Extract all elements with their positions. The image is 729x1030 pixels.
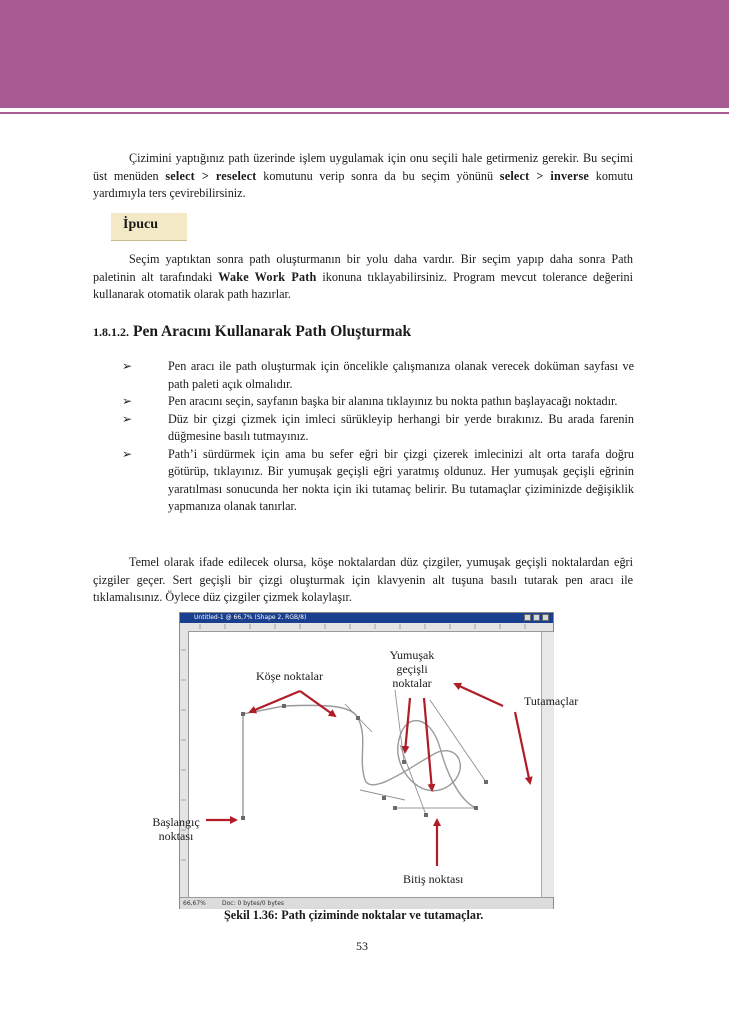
arrow-bullet-icon: ➢ (122, 359, 133, 373)
status-zoom: 66,67% (183, 900, 206, 907)
ruler-ticks (181, 624, 525, 860)
command-wake-work-path: Wake Work Path (218, 269, 317, 284)
section-title: Pen Aracını Kullanarak Path Oluşturmak (133, 323, 412, 340)
arrow-corner-right (300, 691, 335, 716)
figure-caption: Şekil 1.36: Path çiziminde noktalar ve tutamaçlar. (224, 908, 484, 922)
command-reselect: select > reselect (165, 168, 257, 183)
paragraph-summary: Temel olarak ifade edilecek olursa, köşe noktalardan düz çizgiler, yumuşak geçişli noktalardan eğri çizgiler geçer. Sert geçişli bir çizgi oluşturmak için klavyenin alt tuşuna basılı tutarak pen aracı ile tıklamalısınız. Öylece düz çizgiler çizmek kolaylaşır. (93, 555, 633, 604)
handles (345, 690, 486, 815)
arrow-handle-1 (455, 684, 503, 706)
list-item: ➢ Path’i sürdürmek için ama bu sefer eğri bir çizgi çizerek imlecinizi alt orta tarafa doğru götürüp, tıklayınız. Bir yumuşak geçişli eğri yaratmış oldunuz. Her yumuşak geçişli eğrinin yaratılması sonucunda her nokta için iki tutamaç belirir. Bu tutamaçlar çiziminizde değişiklik yapmanıza olanak tanırlar. (122, 446, 634, 513)
window-title: Untitled-1 @ 66,7% (Shape 2, RGB/8) (194, 614, 307, 621)
label-start-point: Başlangıç noktası (152, 815, 200, 843)
label-smooth-points: Yumuşak geçişli noktalar (389, 648, 435, 690)
list-item: ➢ Düz bir çizgi çizmek için imleci sürükleyip herhangi bir yerde bırakınız. Bu arada farenin düğmesine basılı tutmayınız. (122, 411, 634, 443)
paragraph-tip: Seçim yaptıktan sonra path oluşturmanın bir yolu daha vardır. Bir seçim yapıp daha sonra Path paletinin alt tarafındaki Wake Work Path ikonuna tıklayabilirsiniz. Program mevcut tolerance değerini kullanarak otomatik olarak path hazırlar. (93, 252, 633, 301)
list-item: ➢ Pen aracını seçin, sayfanın başka bir alanına tıklayınız bu nokta pathın başlayacağı noktadır. (122, 393, 634, 411)
tip-label: İpucu (123, 217, 159, 232)
arrow-corner-left (250, 691, 300, 712)
label-corner-points: Köşe noktalar (256, 669, 323, 683)
label-end-point: Bitiş noktası (403, 872, 464, 886)
arrow-bullet-icon: ➢ (122, 394, 133, 408)
anchor-points (241, 704, 488, 820)
arrow-bullet-icon: ➢ (122, 446, 133, 461)
drawn-path (243, 705, 476, 818)
page-number: 53 (356, 939, 368, 953)
section-number: 1.8.1.2. (93, 325, 129, 339)
arrow-bullet-icon: ➢ (122, 411, 133, 426)
paragraph-selection: Çizimini yaptığınız path üzerinde işlem uygulamak için onu seçili hale getirmeniz gerekir. Bu seçimi üst menüden select > reselect komutunu verip sonra da bu seçim yönünü select > inverse komutu yardımıyla ters çevirebilirsiniz. (93, 151, 633, 200)
arrow-smooth-2 (424, 698, 432, 790)
label-handles: Tutamaçlar (524, 694, 579, 708)
command-inverse: select > inverse (499, 168, 590, 183)
status-doc-size: Doc: 0 bytes/0 bytes (222, 900, 285, 907)
arrow-handle-2 (515, 712, 530, 783)
list-item: ➢ Pen aracı ile path oluşturmak için öncelikle çalışmanıza olanak verecek doküman sayfası ve path paleti açık olmalıdır. (122, 359, 634, 391)
